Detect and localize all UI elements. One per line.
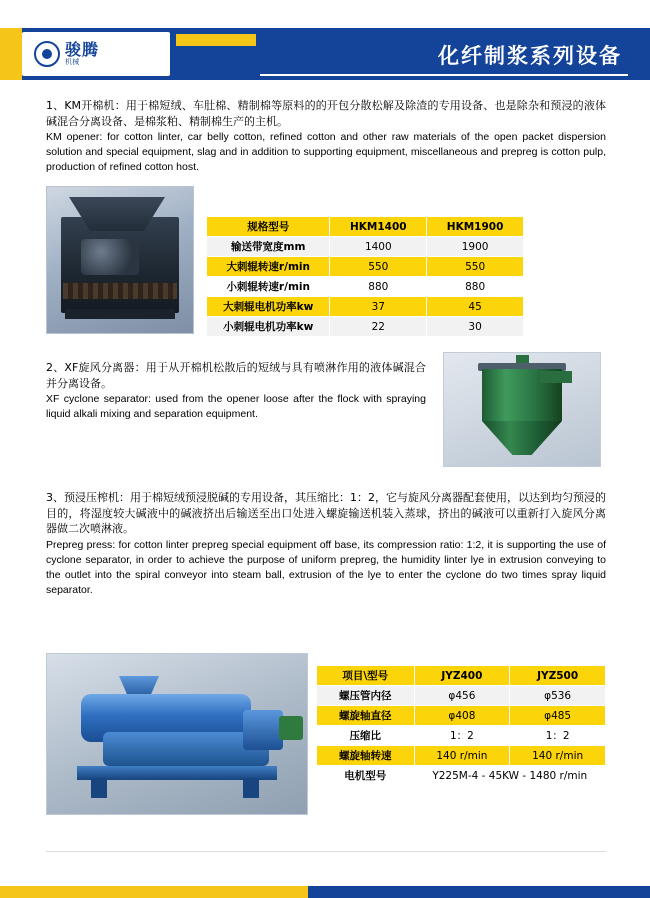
table-row [207,297,524,317]
table-cell: 螺旋轴转速 [317,746,415,766]
km-opener-belt [63,283,177,299]
table-cell: HKM1400 [330,217,427,237]
table-row [207,317,524,337]
table-row [317,686,606,706]
table-cell: 550 [427,257,524,277]
table-cell: 螺压管内径 [317,686,415,706]
prepreg-press-head [243,710,283,750]
section-xf-cyclone-en: XF cyclone separator: used from the opener loose after the flock with spraying liquid alkali mixing and separation equipment. [46,393,426,421]
table-cell: 1：2 [510,726,606,746]
table-cell: φ485 [510,706,606,726]
section-xf-cyclone-cn: 2、XF旋风分离器：用于从开棉机松散后的短绒与具有喷淋作用的液体碱混合并分离设备。 [46,361,426,390]
table-cell: φ456 [414,686,510,706]
table-cell: 45 [427,297,524,317]
table-cell: 550 [330,257,427,277]
table-row [207,217,524,237]
section-prepreg-press-en: Prepreg press: for cotton linter prepreg special equipment off base, its compression ratio: 1:2, it is supporting the use of cyclone separator, in order to achieve the purpose of uniform prepreg, the humidity linter lye in extrusion conveying to the outlet into the spiral conveyor into steam ball, extrusion of the lye to enter the cyclone do two times spray liquid separator. [46,538,606,596]
section-km-opener-cn: 1、KM开棉机：用于棉短绒、车肚棉、精制棉等原料的的开包分散松解及除渣的专用设备、也是除杂和预浸的液体碱混合分离设备、是棉浆粕、精制棉生产的主机。 [46,99,606,128]
logo-text [65,39,100,66]
logo-company-subtitle: 机械 [65,58,80,66]
section-km-opener-text [46,98,606,175]
table-cell: 880 [427,277,524,297]
km-opener-spec-table [206,216,524,337]
table-cell: 螺旋轴直径 [317,706,415,726]
header-yellow-strip [176,34,256,46]
page-title: 化纤制浆系列设备 [438,44,622,68]
prepreg-press-spec-table [316,665,606,786]
logo-company-name: 骏腾 [65,39,100,59]
footer-yellow-bar [0,886,308,898]
table-cell: HKM1900 [427,217,524,237]
km-opener-spec-table-body [207,217,524,337]
table-cell: 电机型号 [317,766,415,786]
table-cell: 1900 [427,237,524,257]
table-cell: 输送带宽度mm [207,237,330,257]
header-yellow-accent [0,28,22,80]
table-cell: 1400 [330,237,427,257]
prepreg-press-motor [279,716,303,740]
km-opener-base [65,309,175,319]
table-cell: φ408 [414,706,510,726]
table-cell: JYZ500 [510,666,606,686]
section-xf-cyclone-text [46,360,426,422]
table-row [317,666,606,686]
km-opener-photo [46,186,194,334]
table-cell: Y225M-4 - 45KW - 1480 r/min [414,766,605,786]
table-cell: φ536 [510,686,606,706]
km-opener-drum [81,239,139,275]
table-cell: 项目\型号 [317,666,415,686]
footer-divider [46,851,606,852]
xf-cyclone-duct [540,371,572,383]
xf-cyclone-photo [443,352,601,467]
prepreg-press-spec-table-body [317,666,606,786]
table-cell: 37 [330,297,427,317]
table-cell: 1：2 [414,726,510,746]
table-cell: 大刺辊电机功率kw [207,297,330,317]
table-cell: 规格型号 [207,217,330,237]
table-cell: 140 r/min [414,746,510,766]
table-row [317,706,606,726]
table-cell: 大刺辊转速r/min [207,257,330,277]
table-row [207,257,524,277]
page-header [0,28,650,80]
xf-cyclone-cone [482,421,562,455]
table-row [317,746,606,766]
footer-blue-bar [308,886,650,898]
logo-mark-icon [34,41,60,67]
table-row [317,726,606,746]
table-cell: 880 [330,277,427,297]
prepreg-press-leg [243,778,259,798]
prepreg-press-leg [91,778,107,798]
section-km-opener-en: KM opener: for cotton linter, car belly cotton, refined cotton and other raw materials of the open packet dispersion solution and special equipment, slag and in addition to supporting equipment, miscellaneous and prepreg is cotton pulp, production of refined cotton host. [46,131,606,174]
section-prepreg-press-text [46,490,606,597]
company-logo [34,37,158,71]
table-cell: JYZ400 [414,666,510,686]
table-row [207,237,524,257]
table-cell: 140 r/min [510,746,606,766]
table-cell: 小刺辊转速r/min [207,277,330,297]
table-row [207,277,524,297]
table-row [317,766,606,786]
table-cell: 30 [427,317,524,337]
table-cell: 压缩比 [317,726,415,746]
header-title-underline [260,74,628,76]
table-cell: 22 [330,317,427,337]
prepreg-press-photo [46,653,308,815]
section-prepreg-press-cn: 3、预浸压榨机：用于棉短绒预浸脱碱的专用设备，其压缩比：1：2，它与旋风分离器配套使用，以达到均匀预浸的目的，将湿度较大碱液中的碱液挤出后输送至出口处进入螺旋输送机装入蒸球，挤出的碱液可以重新打入旋风分离器做二次喷淋液。 [46,491,606,536]
table-cell: 小刺辊电机功率kw [207,317,330,337]
